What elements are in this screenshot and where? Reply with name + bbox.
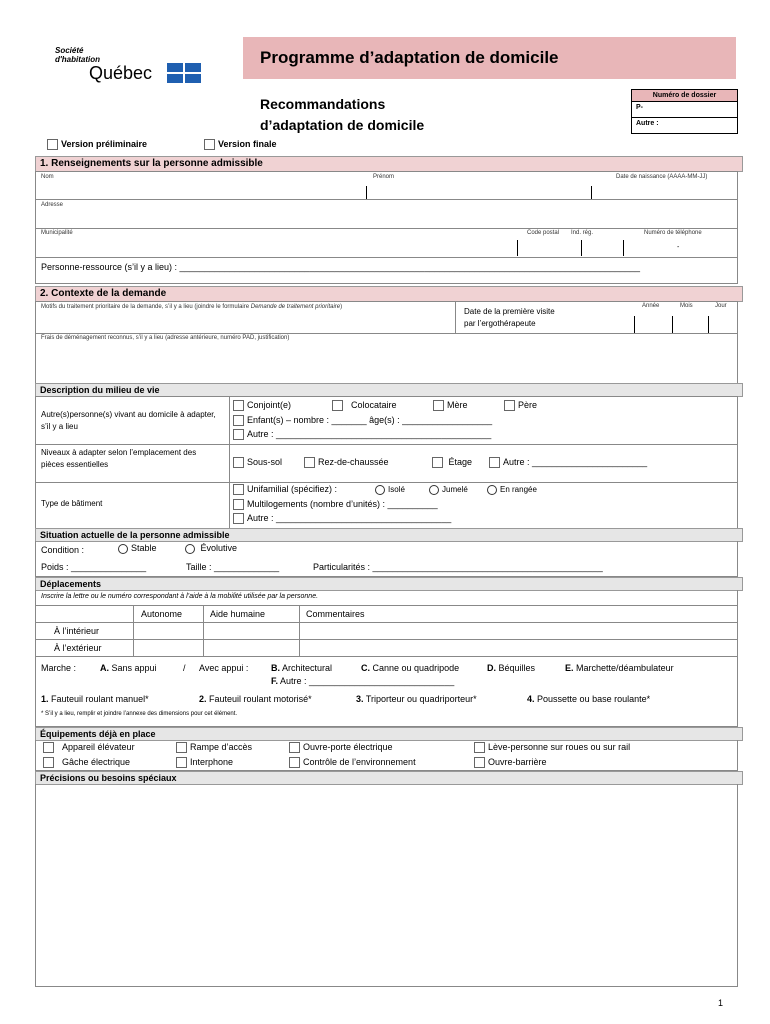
- equip-leve-personne-label: Lève-personne sur roues ou sur rail: [488, 742, 631, 752]
- option-a-letter: A.: [100, 663, 109, 673]
- stable-label: Stable: [131, 543, 157, 553]
- option-3: [356, 694, 477, 704]
- rez-option[interactable]: [304, 457, 389, 468]
- municipalite-label: Municipalité: [41, 230, 73, 236]
- deplacements-instruction: Inscrire la lettre ou le numéro correspondant à l’aide à la mobilité utilisée par la personne.: [41, 593, 319, 600]
- isole-label: Isolé: [388, 485, 405, 495]
- equip-controle-label: Contrôle de l’environnement: [303, 757, 416, 767]
- page-number: 1: [718, 998, 724, 1008]
- condition-label: Condition :: [41, 545, 85, 555]
- multilogements-option[interactable]: [233, 499, 438, 510]
- checkbox-icon[interactable]: [233, 513, 244, 524]
- colocataire-option[interactable]: [332, 400, 397, 411]
- option-d: [487, 663, 535, 673]
- checkbox-icon[interactable]: [43, 742, 54, 753]
- equipements-header: Équipements déjà en place: [35, 727, 743, 741]
- multilogements-label: Multilogements (nombre d’unités) : __________: [247, 499, 438, 509]
- deplacements-frame: [35, 590, 738, 727]
- option-a: [100, 663, 157, 673]
- radio-icon[interactable]: [118, 544, 128, 554]
- autre2-label: Autre : _______________________: [503, 457, 648, 467]
- equipements-frame: [35, 740, 738, 771]
- dossier-autre-field[interactable]: Autre :: [636, 120, 659, 127]
- subtitle-line2: d’adaptation de domicile: [260, 117, 425, 133]
- checkbox-icon[interactable]: [289, 742, 300, 753]
- option-d-letter: D.: [487, 663, 496, 673]
- jour-label: Jour: [715, 303, 727, 309]
- dossier-box: [631, 89, 738, 134]
- stable-option[interactable]: [118, 543, 157, 554]
- avec-appui-label: Avec appui :: [199, 663, 249, 673]
- deplacements-header: Déplacements: [35, 577, 743, 591]
- version-preliminaire[interactable]: [47, 139, 147, 150]
- row2-label: Niveaux à adapter selon l’emplacement des pièces essentielles: [41, 448, 197, 469]
- equip-rampe[interactable]: [176, 742, 252, 753]
- section2-frame: [35, 301, 738, 385]
- nom-label: Nom: [41, 174, 54, 180]
- naissance-label: Date de naissance (AAAA-MM-JJ): [616, 174, 708, 180]
- evolutive-label: Évolutive: [200, 543, 238, 553]
- milieu-header: Description du milieu de vie: [35, 383, 743, 397]
- option-e-letter: E.: [565, 663, 574, 673]
- checkbox-icon[interactable]: [233, 499, 244, 510]
- option-4-num: 4.: [527, 694, 535, 704]
- option-c-letter: C.: [361, 663, 370, 673]
- taille-field[interactable]: Taille : _____________: [186, 562, 280, 572]
- equip-appareil-label: Appareil élévateur: [62, 742, 135, 752]
- checkbox-icon[interactable]: [433, 400, 444, 411]
- option-b-text: Architectural: [282, 663, 333, 673]
- slash: /: [183, 663, 186, 673]
- equip-ouvre-barriere-label: Ouvre-barrière: [488, 757, 547, 767]
- section1-header: 1. Renseignements sur la personne admissible: [35, 156, 743, 172]
- equip-appareil[interactable]: [43, 742, 135, 753]
- conjoint-option[interactable]: [233, 400, 291, 411]
- autre3-option[interactable]: [233, 513, 451, 524]
- logo-line1: Société: [55, 46, 84, 55]
- situation-frame: [35, 541, 738, 577]
- autre1-label: Autre : ___________________________________________: [247, 429, 492, 439]
- section1-frame: [35, 171, 738, 284]
- col-autonome: Autonome: [141, 609, 183, 619]
- radio-icon[interactable]: [487, 485, 497, 495]
- option-1-text: Fauteuil roulant manuel*: [51, 694, 149, 704]
- equip-ouvre-porte[interactable]: [289, 742, 393, 753]
- col-aide: Aide humaine: [210, 609, 266, 619]
- logo-line2: d'habitation: [55, 55, 101, 64]
- conjoint-label: Conjoint(e): [247, 400, 292, 410]
- equip-interphone[interactable]: [176, 757, 233, 768]
- precisions-header: Précisions ou besoins spéciaux: [35, 771, 743, 785]
- option-e-text: Marchette/déambulateur: [576, 663, 674, 673]
- checkbox-icon[interactable]: [176, 742, 187, 753]
- version-finale[interactable]: [204, 139, 277, 150]
- equip-interphone-label: Interphone: [190, 757, 234, 767]
- checkbox-icon[interactable]: [233, 457, 244, 468]
- annexe-note: * S’il y a lieu, remplir et joindre l’annexe des dimensions pour cet élément.: [41, 711, 238, 717]
- radio-icon[interactable]: [185, 544, 195, 554]
- colocataire-label: Colocataire: [351, 400, 397, 410]
- etage-label: Étage: [448, 457, 473, 467]
- row-interieur: À l’intérieur: [54, 626, 100, 636]
- enfants-label: Enfant(s) – nombre : _______ âge(s) : __________________: [247, 415, 493, 425]
- option-2-num: 2.: [199, 694, 207, 704]
- evolutive-option[interactable]: [185, 543, 237, 554]
- checkbox-icon[interactable]: [332, 400, 343, 411]
- ind-reg-label: Ind. rég.: [571, 230, 594, 236]
- checkbox-icon[interactable]: [233, 429, 244, 440]
- logo: [55, 46, 205, 86]
- equip-rampe-label: Rampe d’accès: [190, 742, 253, 752]
- visite-line2: par l’ergothérapeute: [464, 319, 536, 328]
- checkbox-icon[interactable]: [47, 139, 58, 150]
- checkbox-icon[interactable]: [289, 757, 300, 768]
- dossier-p-field[interactable]: P-: [632, 102, 737, 118]
- checkbox-icon[interactable]: [176, 757, 187, 768]
- motifs-close: ): [340, 304, 343, 310]
- checkbox-icon[interactable]: [432, 457, 443, 468]
- option-f-text: Autre : _____________________________: [280, 676, 455, 686]
- page-title: Programme d’adaptation de domicile: [260, 48, 559, 67]
- frais-label: Frais de déménagement reconnus, s’il y a lieu (adresse antérieure, numéro PAD, justification): [41, 335, 290, 341]
- option-c: [361, 663, 459, 673]
- motifs-text: Motifs du traitement prioritaire de la demande, s’il y a lieu (joindre le formulaire: [41, 304, 251, 310]
- checkbox-icon[interactable]: [204, 139, 215, 150]
- motifs-form-name: Demande de traitement prioritaire: [250, 304, 341, 310]
- radio-icon[interactable]: [375, 485, 385, 495]
- poids-field[interactable]: Poids : _______________: [41, 562, 147, 572]
- option-1: [41, 694, 149, 704]
- autre3-label: Autre : ___________________________________: [247, 513, 452, 523]
- option-e: [565, 663, 674, 673]
- particularites-field[interactable]: Particularités : ______________________________________________: [313, 562, 603, 572]
- jumele-label: Jumelé: [442, 485, 468, 495]
- pere-label: Père: [518, 400, 538, 410]
- marche-label: Marche :: [41, 663, 77, 673]
- option-1-num: 1.: [41, 694, 49, 704]
- option-f[interactable]: [271, 676, 454, 686]
- logo-name: Québec: [89, 63, 153, 83]
- option-a-text: Sans appui: [111, 663, 157, 673]
- unifamilial-option[interactable]: [233, 484, 337, 495]
- autre2-option[interactable]: [489, 457, 647, 468]
- option-4: [527, 694, 650, 704]
- checkbox-icon[interactable]: [504, 400, 515, 411]
- option-3-text: Triporteur ou quadriporteur*: [365, 694, 477, 704]
- checkbox-icon[interactable]: [474, 757, 485, 768]
- row3-label: Type de bâtiment: [41, 499, 103, 508]
- subtitle-line1: Recommandations: [260, 96, 386, 112]
- visite-line1: Date de la première visite: [464, 307, 555, 316]
- milieu-frame: [35, 396, 738, 530]
- equip-ouvre-porte-label: Ouvre-porte électrique: [303, 742, 393, 752]
- rangee-option[interactable]: [487, 485, 537, 495]
- col-commentaires: Commentaires: [306, 609, 365, 619]
- equip-gache[interactable]: [43, 757, 130, 768]
- checkbox-icon[interactable]: [43, 757, 54, 768]
- option-3-num: 3.: [356, 694, 364, 704]
- option-c-text: Canne ou quadripode: [372, 663, 460, 673]
- equip-controle[interactable]: [289, 757, 416, 768]
- row1-label: Autre(s)personne(s) vivant au domicile à adapter, s’il y a lieu: [41, 410, 216, 431]
- option-f-letter: F.: [271, 676, 279, 686]
- sous-sol-label: Sous-sol: [247, 457, 283, 467]
- version-finale-label: Version finale: [218, 139, 277, 149]
- precisions-textarea[interactable]: [35, 784, 738, 987]
- equip-leve-personne[interactable]: [474, 742, 630, 753]
- option-d-text: Béquilles: [498, 663, 536, 673]
- personne-ressource-field[interactable]: Personne-ressource (s’il y a lieu) : ____________________________________________________________________________________________: [41, 262, 641, 272]
- version-preliminaire-label: Version préliminaire: [61, 139, 148, 149]
- enfants-option[interactable]: [233, 415, 492, 426]
- telephone-label: Numéro de téléphone: [644, 230, 702, 236]
- checkbox-icon[interactable]: [233, 415, 244, 426]
- checkbox-icon[interactable]: [489, 457, 500, 468]
- tel-dash: -: [677, 244, 680, 251]
- rez-label: Rez-de-chaussée: [318, 457, 389, 467]
- radio-icon[interactable]: [429, 485, 439, 495]
- section2-header: 2. Contexte de la demande: [35, 286, 743, 302]
- checkbox-icon[interactable]: [304, 457, 315, 468]
- rangee-label: En rangée: [500, 485, 537, 495]
- subtitle: [260, 94, 424, 136]
- equip-gache-label: Gâche électrique: [62, 757, 131, 767]
- mere-label: Mère: [447, 400, 468, 410]
- isole-option[interactable]: [375, 485, 405, 495]
- mere-option[interactable]: [433, 400, 468, 411]
- sous-sol-option[interactable]: [233, 457, 282, 468]
- checkbox-icon[interactable]: [233, 400, 244, 411]
- option-b: [271, 663, 332, 673]
- quebec-flag-icon: [167, 63, 201, 83]
- checkbox-icon[interactable]: [233, 484, 244, 495]
- mois-label: Mois: [680, 303, 693, 309]
- premiere-visite-label: [464, 306, 555, 330]
- pere-option[interactable]: [504, 400, 537, 411]
- prenom-label: Prénom: [373, 174, 395, 180]
- etage-option[interactable]: [432, 457, 472, 468]
- option-b-letter: B.: [271, 663, 280, 673]
- option-2: [199, 694, 312, 704]
- dossier-label: Numéro de dossier: [632, 90, 737, 102]
- equip-ouvre-barriere[interactable]: [474, 757, 547, 768]
- unifamilial-label: Unifamilial (spécifiez) :: [247, 484, 338, 494]
- annee-label: Année: [642, 303, 660, 309]
- row-exterieur: À l’extérieur: [54, 643, 102, 653]
- checkbox-icon[interactable]: [474, 742, 485, 753]
- autre1-option[interactable]: [233, 429, 491, 440]
- code-postal-label: Code postal: [527, 230, 560, 236]
- motifs-label: [41, 304, 342, 310]
- situation-header: Situation actuelle de la personne admissible: [35, 528, 743, 542]
- option-2-text: Fauteuil roulant motorisé*: [209, 694, 312, 704]
- jumele-option[interactable]: [429, 485, 468, 495]
- adresse-label: Adresse: [41, 202, 64, 208]
- title-band: [243, 37, 736, 79]
- option-4-text: Poussette ou base roulante*: [537, 694, 651, 704]
